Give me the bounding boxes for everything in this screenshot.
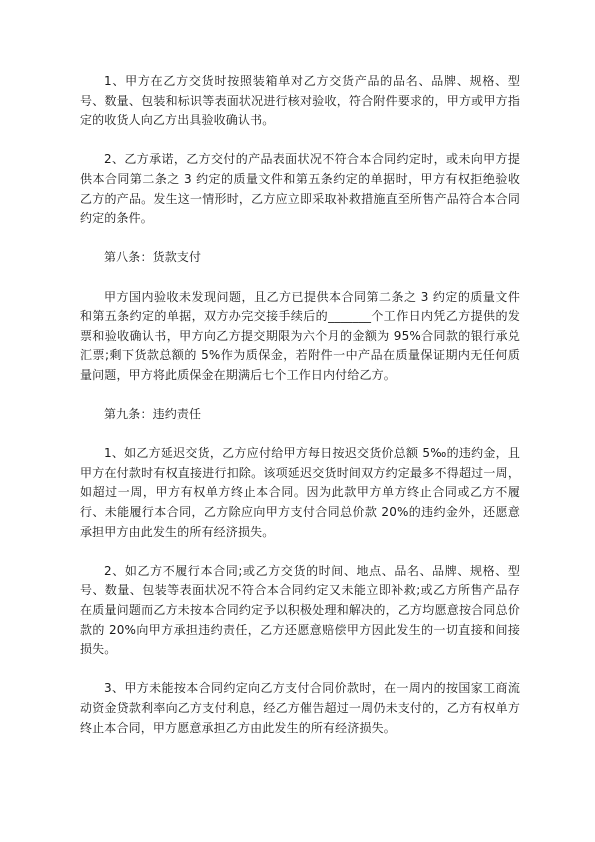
paragraph-buyer-late-payment: 3、甲方未能按本合同约定向乙方支付合同价款时，在一周内的按国家工商流动资金贷款利率向乙方支付利息，经乙方催告超过一周仍未支付的，乙方有权单方终止本合同，甲方愿意承担乙方由此发生的所有经济损失。 [80, 681, 520, 735]
document-body [80, 72, 520, 738]
section-heading-article-9: 第九条：违约责任 [104, 407, 202, 422]
paragraph-payment-terms: 甲方国内验收未发现问题，且乙方已提供本合同第二条之 3 约定的质量文件和第五条约定的单据，双方办完交接手续后的_______个工作日内凭乙方提供的发票和验收确认书，甲方向乙方提交期限为六个月的金额为 95%合同款的银行承兑汇票;剩下货款总额的 5%作为质保金，若附件一中产品在质量保证期内无任何质量问题，甲方将此质保金在期满后七个工作日内付给乙方。 [80, 289, 520, 382]
paragraph-spacer [80, 542, 520, 562]
paragraph-late-delivery: 1、如乙方延迟交货，乙方应付给甲方每日按迟交货价总额 5‰的违约金，且甲方在付款时有权直接进行扣除。该项延迟交货时间双方约定最多不得超过一周，如超过一周，甲方有权单方终止本合同。因为此款甲方单方终止合同或乙方不履行、未能履行本合同，乙方除应向甲方支付合同总价款 20%的违约金外，还愿意承担甲方由此发生的所有经济损失。 [80, 446, 520, 539]
paragraph-spacer [80, 660, 520, 680]
paragraph-spacer [80, 268, 520, 288]
paragraph-spacer [80, 131, 520, 151]
paragraph-spacer [80, 386, 520, 406]
paragraph-non-performance: 2、如乙方不履行本合同;或乙方交货的时间、地点、品名、品牌、规格、型号、数量、包装等表面状况不符合本合同约定又未能立即补救;或乙方所售产品存在质量问题而乙方未按本合同约定予以积极处理和解决的，乙方均愿意按合同总价款的 20%向甲方承担违约责任，乙方还愿意赔偿甲方因此发生的一切直接和间接损失。 [80, 563, 520, 657]
paragraph-spacer [80, 229, 520, 249]
paragraph-seller-commitment: 2、乙方承诺，乙方交付的产品表面状况不符合本合同约定时，或未向甲方提供本合同第二条之 3 约定的质量文件和第五条约定的单据时，甲方有权拒绝验收乙方的产品。发生这一情形时，乙方应立即采取补救措施直至所售产品符合本合同约定的条件。 [80, 152, 520, 226]
paragraph-spacer [80, 425, 520, 445]
section-heading-article-8: 第八条：货款支付 [104, 250, 202, 265]
paragraph-acceptance-inspection: 1、甲方在乙方交货时按照装箱单对乙方交货产品的品名、品牌、规格、型号、数量、包装和标识等表面状况进行核对验收，符合附件要求的，甲方或甲方指定的收货人向乙方出具验收确认书。 [80, 74, 520, 128]
